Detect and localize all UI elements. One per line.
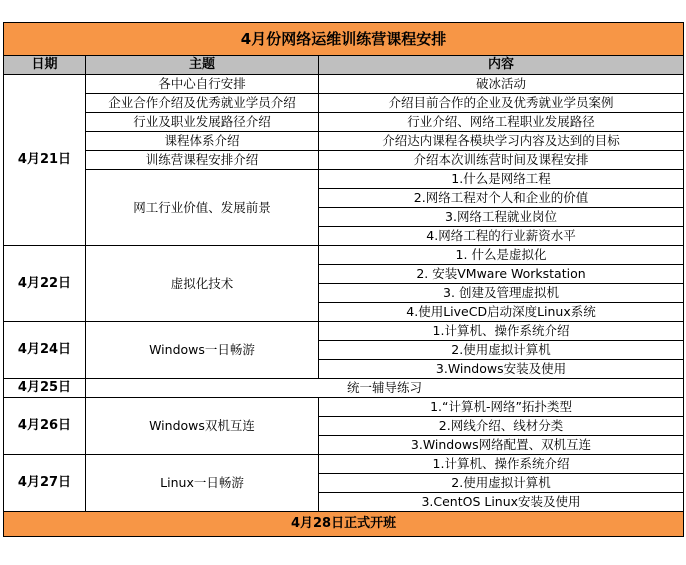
- content-cell: 1.计算机、操作系统介绍: [319, 322, 684, 341]
- topic-cell: Windows双机互连: [86, 398, 319, 455]
- content-cell: 1.“计算机-网络”拓扑类型: [319, 398, 684, 417]
- content-cell: 4.使用LiveCD启动深度Linux系统: [319, 303, 684, 322]
- date-cell: 4月27日: [4, 455, 86, 512]
- content-cell: 3.Windows安装及使用: [319, 360, 684, 379]
- topic-cell: 行业及职业发展路径介绍: [86, 113, 319, 132]
- table-row: [4, 132, 684, 151]
- topic-cell: 各中心自行安排: [86, 75, 319, 94]
- date-cell: 4月25日: [4, 379, 86, 398]
- schedule-sheet: [3, 22, 683, 537]
- content-cell: 3.Windows网络配置、双机互连: [319, 436, 684, 455]
- table-row: [4, 151, 684, 170]
- content-cell: 3.网络工程就业岗位: [319, 208, 684, 227]
- content-cell: 行业介绍、网络工程职业发展路径: [319, 113, 684, 132]
- content-cell: 2.网络工程对个人和企业的价值: [319, 189, 684, 208]
- content-cell: 破冰活动: [319, 75, 684, 94]
- header-content: 内容: [319, 56, 684, 75]
- content-cell: 3. 创建及管理虚拟机: [319, 284, 684, 303]
- schedule-table: [3, 22, 684, 537]
- topic-cell: 网工行业价值、发展前景: [86, 170, 319, 246]
- topic-cell: 虚拟化技术: [86, 246, 319, 322]
- content-cell: 介绍本次训练营时间及课程安排: [319, 151, 684, 170]
- table-row: [4, 455, 684, 474]
- footer-cell: 4月28日正式开班: [4, 512, 684, 537]
- date-cell: 4月24日: [4, 322, 86, 379]
- date-cell: 4月21日: [4, 75, 86, 246]
- table-row: [4, 398, 684, 417]
- topic-cell: 课程体系介绍: [86, 132, 319, 151]
- content-cell: 2. 安装VMware Workstation: [319, 265, 684, 284]
- content-cell: 介绍达内课程各模块学习内容及达到的目标: [319, 132, 684, 151]
- content-cell: 4.网络工程的行业薪资水平: [319, 227, 684, 246]
- date-cell: 4月22日: [4, 246, 86, 322]
- content-cell: 1.计算机、操作系统介绍: [319, 455, 684, 474]
- table-row: [4, 94, 684, 113]
- table-title: 4月份网络运维训练营课程安排: [4, 23, 684, 56]
- table-row: [4, 113, 684, 132]
- content-cell: 介绍目前合作的企业及优秀就业学员案例: [319, 94, 684, 113]
- topic-cell: Windows一日畅游: [86, 322, 319, 379]
- content-cell: 2.网线介绍、线材分类: [319, 417, 684, 436]
- header-date: 日期: [4, 56, 86, 75]
- footer-row: [4, 512, 684, 537]
- topic-cell: 企业合作介绍及优秀就业学员介绍: [86, 94, 319, 113]
- table-row: [4, 322, 684, 341]
- topic-cell: 训练营课程安排介绍: [86, 151, 319, 170]
- header-topic: 主题: [86, 56, 319, 75]
- content-cell: 3.CentOS Linux安装及使用: [319, 493, 684, 512]
- content-cell: 1. 什么是虚拟化: [319, 246, 684, 265]
- content-cell: 2.使用虚拟计算机: [319, 474, 684, 493]
- content-cell: 1.什么是网络工程: [319, 170, 684, 189]
- content-cell: 2.使用虚拟计算机: [319, 341, 684, 360]
- date-cell: 4月26日: [4, 398, 86, 455]
- table-row: [4, 246, 684, 265]
- topic-cell: Linux一日畅游: [86, 455, 319, 512]
- table-row: [4, 75, 684, 94]
- table-row: [4, 379, 684, 398]
- table-row: [4, 170, 684, 189]
- full-day-cell: 统一辅导练习: [86, 379, 684, 398]
